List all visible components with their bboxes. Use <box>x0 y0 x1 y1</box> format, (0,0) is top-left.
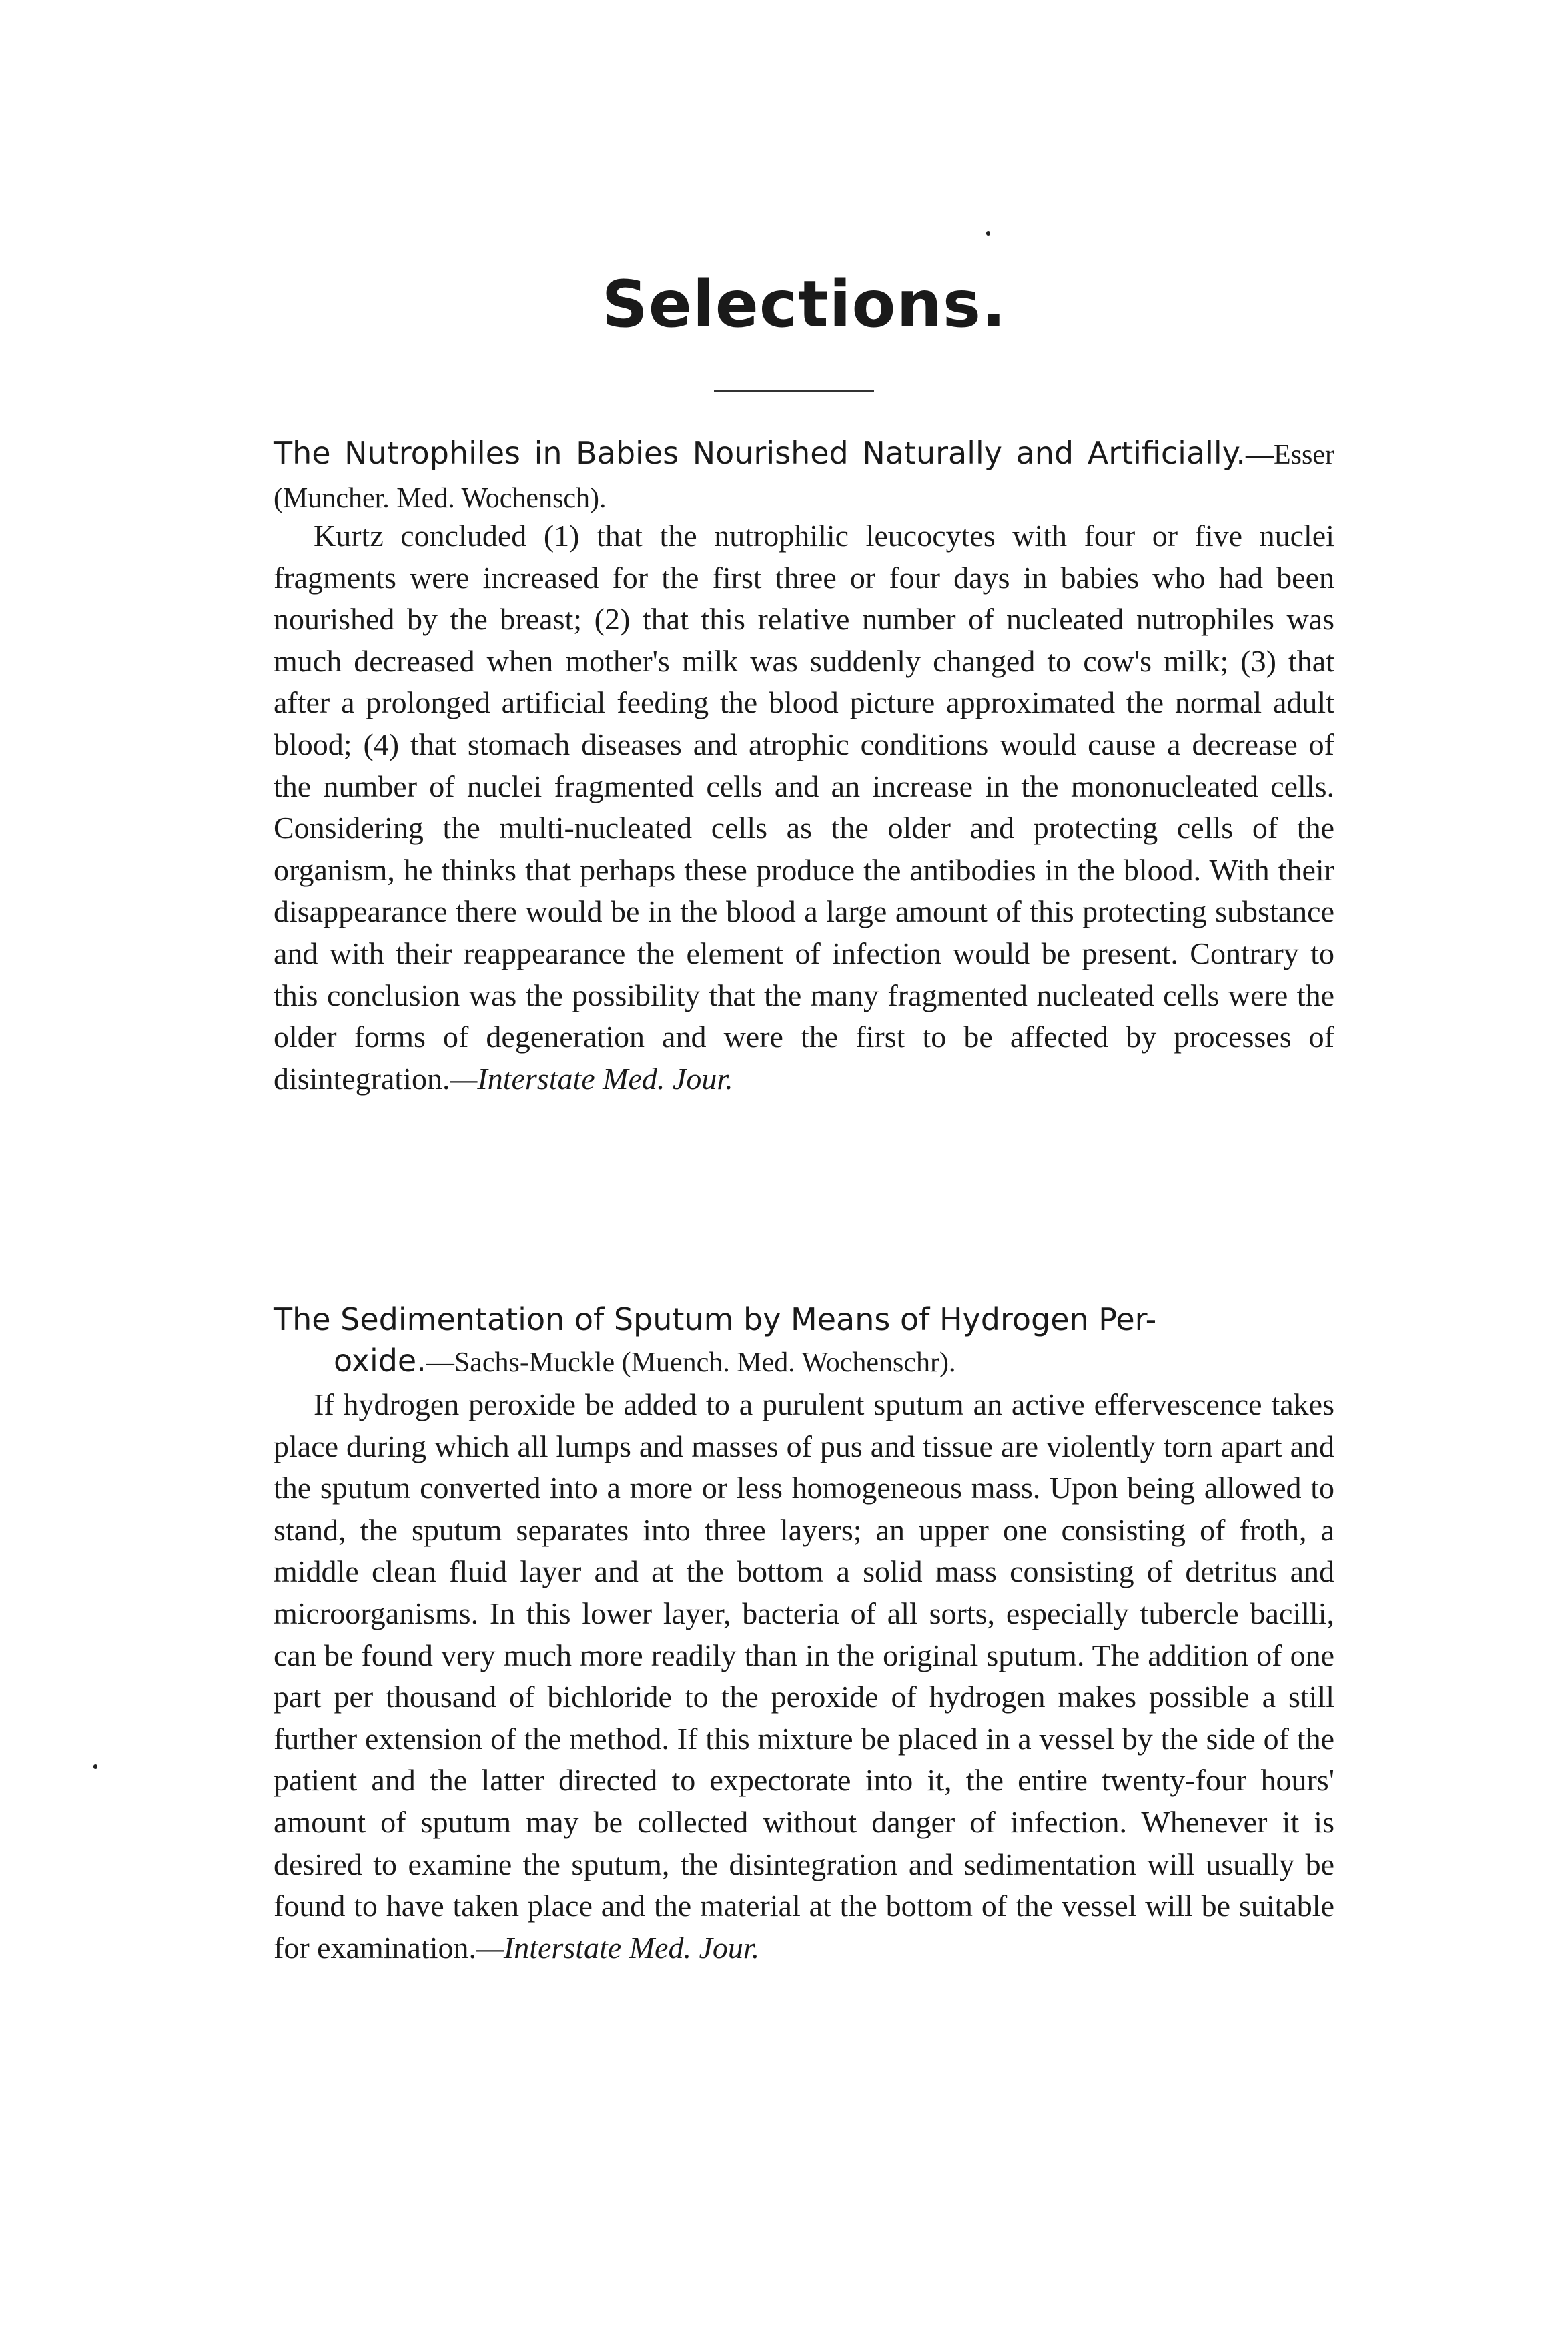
ink-speck <box>93 1764 97 1769</box>
article-1-source: —Esser (Muncher. Med. Wochensch). <box>274 440 1334 514</box>
article-1-title: The Nutrophiles in Babies Nourished Naturally and Artificially. <box>274 435 1246 471</box>
article-1-text: Kurtz concluded (1) that the nutrophilic leucocytes with four or five nuclei fragments were increased for the first three or four days in babies who had been nourished by the breast; (2) that this relative number of nucleated nutrophiles was much decreased when mother's milk was suddenly changed to cow's milk; (3) that after a prolonged artificial feeding the blood picture approximated the normal adult blood; (4) that stomach diseases and atrophic conditions would cause a decrease of the number of nuclei fragmented cells and an increase in the mononucleated cells. Considering the multi-nucleated cells as the older and protecting cells of the organism, he thinks that perhaps these produce the antibodies in the blood. With their disappearance there would be in the blood a large amount of this protecting substance and with their reappearance the element of infection would be present. Contrary to this conclusion was the possibility that the many fragmented nucleated cells were the older forms of degeneration and were the first to be affected by processes of disintegration. <box>274 519 1334 1096</box>
article-2-title-line2: oxide. <box>334 1343 426 1379</box>
article-1-citation: —Interstate Med. Jour. <box>450 1061 733 1096</box>
article-1-body <box>274 515 1334 1100</box>
article-2-body <box>274 1384 1334 1969</box>
ink-speck <box>986 231 990 236</box>
article-2-heading <box>274 1299 1334 1383</box>
article-1-heading <box>274 432 1334 519</box>
article-2-citation: —Interstate Med. Jour. <box>476 1930 760 1965</box>
article-2-title-line1: The Sedimentation of Sputum by Means of Hydrogen Per- <box>274 1301 1157 1337</box>
title-divider <box>714 390 874 392</box>
article-2-text: If hydrogen peroxide be added to a purulent sputum an active effervescence takes place during which all lumps and masses of pus and tissue are violently torn apart and the sputum converted into a more or less homogeneous mass. Upon being allowed to stand, the sputum separates into three layers; an upper one consisting of froth, a middle clean fluid layer and at the bottom a solid mass consisting of detritus and microorganisms. In this lower layer, bacteria of all sorts, especially tubercle bacilli, can be found very much more readily than in the original sputum. The addition of one part per thousand of bichloride to the peroxide of hydrogen makes possible a still further extension of the method. If this mixture be placed in a vessel by the side of the patient and the latter directed to expectorate into it, the entire twenty-four hours' amount of sputum may be collected without danger of infection. Whenever it is desired to examine the sputum, the disintegration and sedimentation will usually be found to have taken place and the material at the bottom of the vessel will be suitable for examination. <box>274 1387 1334 1965</box>
article-2-source: —Sachs-Muckle (Muench. Med. Wochenschr). <box>426 1347 956 1378</box>
page-title: Selections. <box>601 267 1007 342</box>
article-2-title-line2-wrap <box>274 1340 1334 1383</box>
